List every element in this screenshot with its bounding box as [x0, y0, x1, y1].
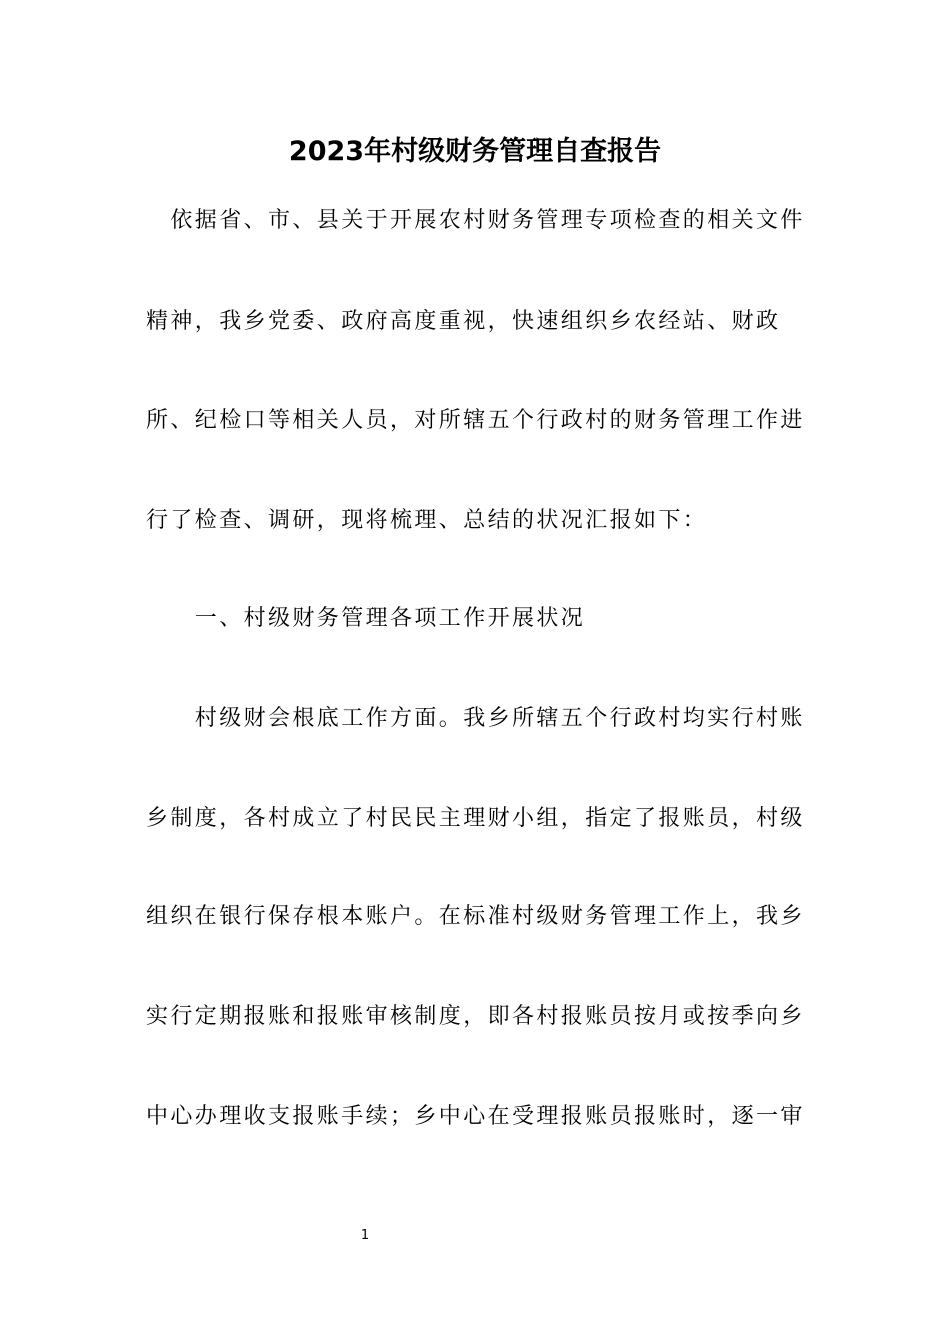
- paragraph-line: 村级财会根底工作方面。我乡所辖五个行政村均实行村账: [146, 706, 805, 731]
- paragraph-line: 行了检查、调研，现将梳理、总结的状况汇报如下：: [146, 508, 708, 533]
- paragraph-line: 组织在银行保存根本账户。在标准村级财务管理工作上，我乡: [146, 904, 805, 929]
- page-number: 1: [360, 1228, 370, 1243]
- document-title: 2023年村级财务管理自查报告: [288, 136, 662, 167]
- paragraph-line: 所、纪检口等相关人员，对所辖五个行政村的财务管理工作进: [146, 408, 805, 433]
- paragraph-line: 中心办理收支报账手续；乡中心在受理报账员报账时，逐一审: [146, 1104, 805, 1129]
- paragraph-line: 精神，我乡党委、政府高度重视，快速组织乡农经站、财政: [146, 309, 781, 334]
- section-heading: 一、村级财务管理各项工作开展状况: [146, 606, 586, 631]
- paragraph-line: 实行定期报账和报账审核制度，即各村报账员按月或按季向乡: [146, 1004, 805, 1029]
- paragraph-line: 依据省、市、县关于开展农村财务管理专项检查的相关文件: [146, 208, 805, 233]
- paragraph-line: 乡制度，各村成立了村民民主理财小组，指定了报账员，村级: [146, 806, 805, 831]
